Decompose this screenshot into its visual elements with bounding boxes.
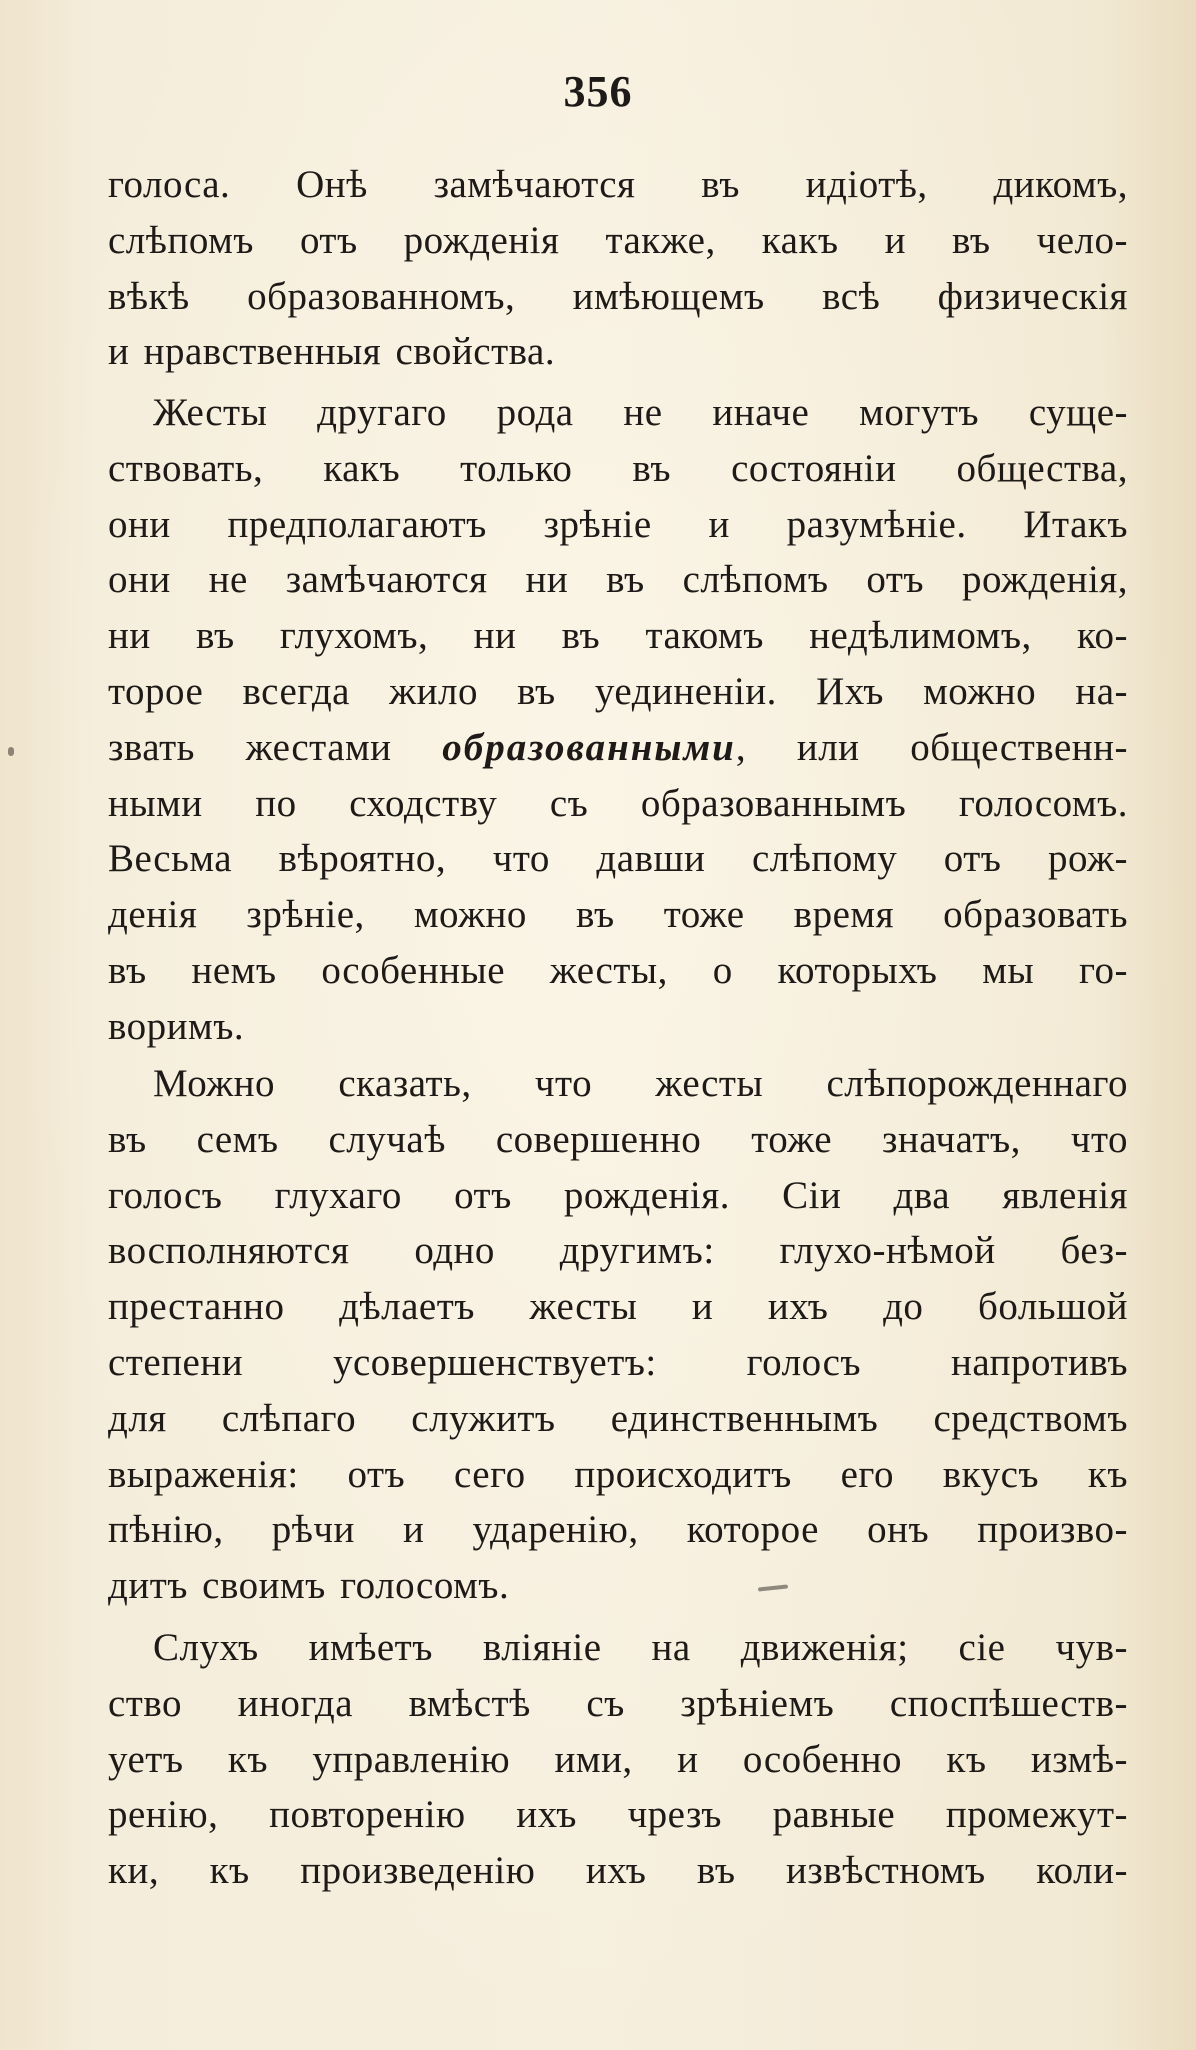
text-line: денія зрѣніе, можно въ тоже время образовать — [108, 893, 1128, 937]
text-line: престанно дѣлаетъ жесты и ихъ до большой — [108, 1285, 1128, 1329]
text-line: пѣнію, рѣчи и ударенію, которое онъ произво- — [108, 1508, 1128, 1552]
paragraph-2 — [108, 385, 1128, 1055]
text-line: Жесты другаго рода не иначе могутъ суще- — [153, 391, 1128, 434]
text-line: они предполагаютъ зрѣніе и разумѣніе. Итакъ — [108, 502, 1128, 546]
text-line: Весьма вѣроятно, что давши слѣпому отъ рож- — [108, 837, 1128, 881]
text-line: степени усовершенствуетъ: голосъ напротивъ — [108, 1340, 1128, 1384]
text-line: въ семъ случаѣ совершенно тоже значатъ, что — [108, 1117, 1128, 1161]
text-line: ренію, повторенію ихъ чрезъ равные промежут- — [108, 1793, 1128, 1837]
italic-word: образованными — [442, 725, 736, 769]
text-line: вѣкѣ образованномъ, имѣющемъ всѣ физическія — [108, 274, 1128, 318]
text-line: голоса. Онѣ замѣчаются въ идіотѣ, дикомъ, — [108, 163, 1128, 206]
text-line: ни въ глухомъ, ни въ такомъ недѣлимомъ, ко- — [108, 614, 1128, 658]
text-fragment: звать жестами — [108, 725, 443, 769]
text-line: для слѣпаго служитъ единственнымъ средствомъ — [108, 1396, 1128, 1440]
text-line: они не замѣчаются ни въ слѣпомъ отъ рожденія, — [108, 558, 1128, 602]
ink-speck — [8, 747, 14, 756]
text-line: ствовать, какъ только въ состояніи общества, — [108, 446, 1128, 490]
text-line: въ немъ особенные жесты, о которыхъ мы го- — [108, 948, 1128, 992]
text-line: ство иногда вмѣстѣ съ зрѣніемъ споспѣшеств- — [108, 1681, 1128, 1725]
page-number: 356 — [563, 67, 633, 116]
text-line: слѣпомъ отъ рожденія также, какъ и въ чело- — [108, 218, 1128, 262]
text-line: голосъ глухаго отъ рожденія. Сіи два явленія — [108, 1173, 1128, 1217]
text-line: восполняются одно другимъ: глухо-нѣмой без- — [108, 1229, 1128, 1273]
text-line: и нравственныя свойства. — [108, 330, 556, 374]
text-fragment: , или общественн- — [735, 725, 1128, 769]
paragraph-4 — [108, 1620, 1128, 1899]
text-line-with-italic — [108, 720, 1128, 776]
text-line: Слухъ имѣетъ вліяніе на движенія; сіе чув- — [153, 1626, 1128, 1669]
text-line: ными по сходству съ образованнымъ голосомъ. — [108, 781, 1128, 825]
paragraph-1 — [108, 157, 1128, 380]
text-line: уетъ къ управленію ими, и особенно къ измѣ- — [108, 1737, 1128, 1781]
paragraph-3 — [108, 1056, 1128, 1614]
text-line: воримъ. — [108, 1004, 245, 1048]
text-line: дитъ своимъ голосомъ. — [108, 1564, 510, 1608]
text-line: ки, къ произведенію ихъ въ извѣстномъ коли- — [108, 1849, 1128, 1893]
text-line: выраженія: отъ сего происходитъ его вкусъ къ — [108, 1452, 1128, 1496]
text-line: Можно сказать, что жесты слѣпорожденнаго — [153, 1062, 1128, 1105]
text-line: торое всегда жило въ уединеніи. Ихъ можно на- — [108, 669, 1128, 713]
